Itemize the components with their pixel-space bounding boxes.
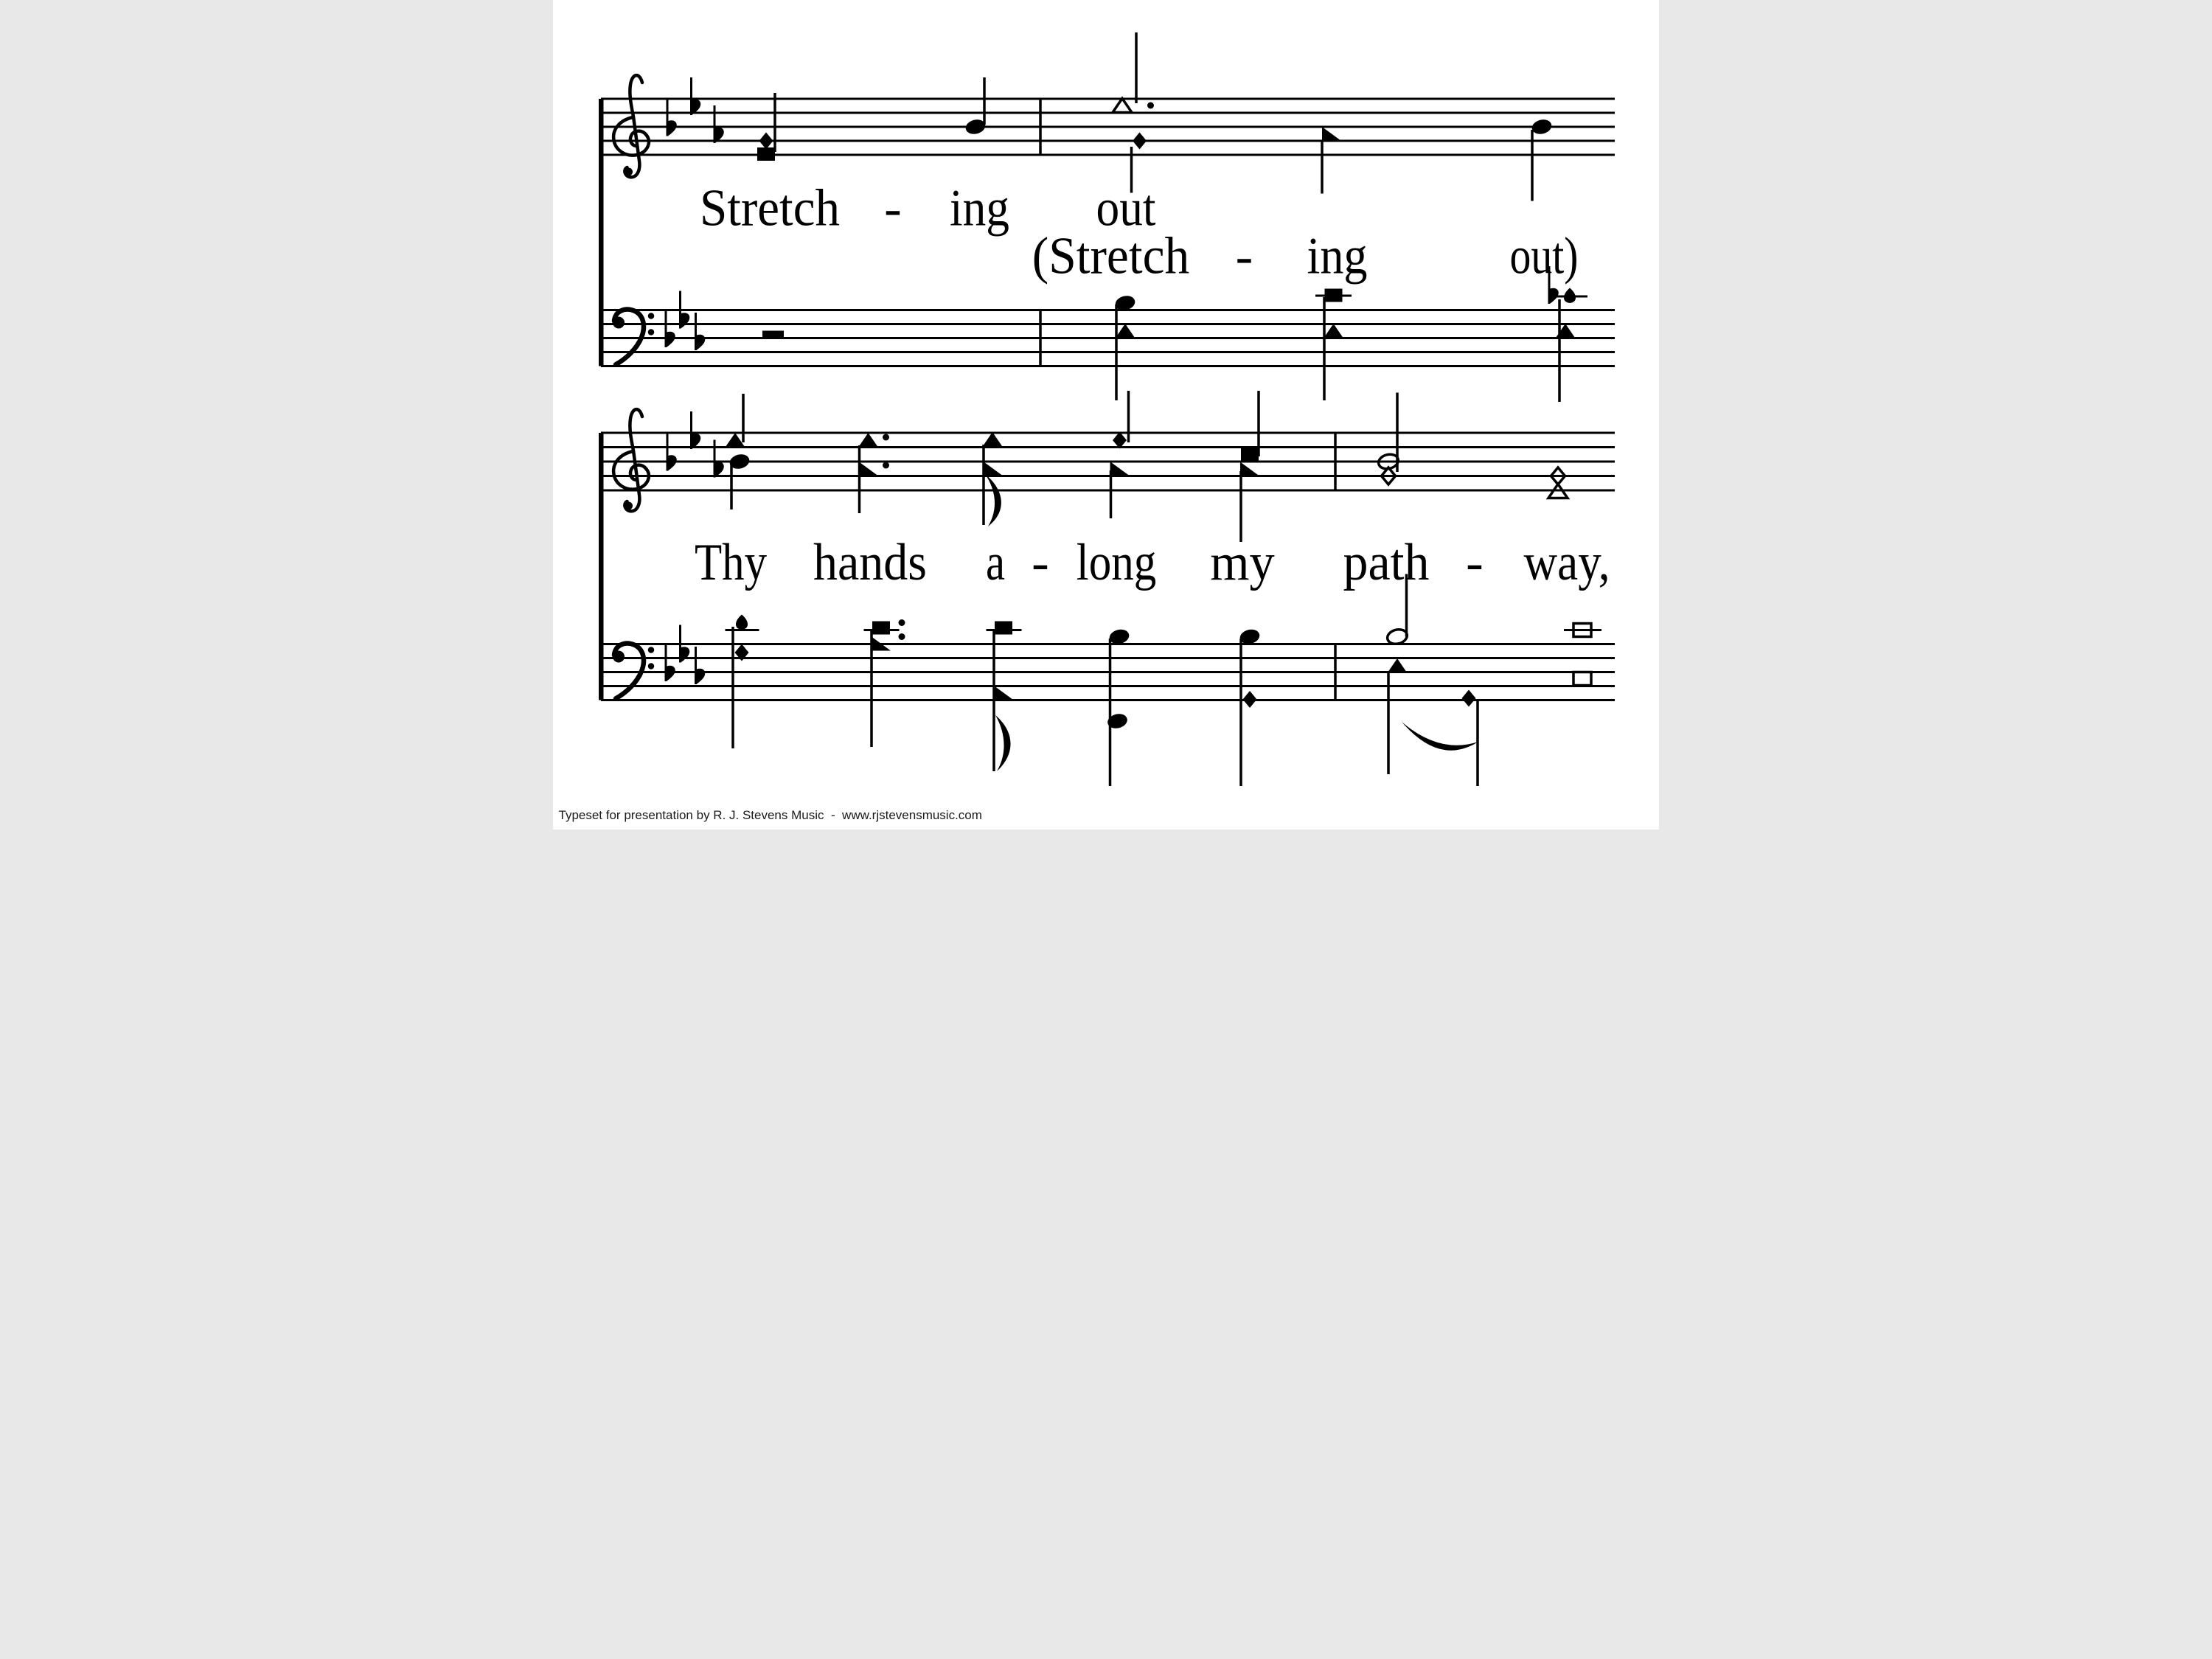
slur	[1402, 722, 1478, 751]
lyric-word: -	[1032, 534, 1049, 591]
key-signature-flat-icon	[667, 455, 677, 470]
notehead-triangle	[726, 433, 745, 447]
notehead-oval	[1531, 118, 1554, 136]
music-notation	[599, 32, 1615, 786]
key-signature-flat-icon	[666, 666, 675, 681]
notehead-fa-triangle	[1322, 127, 1341, 141]
key-signature-flat-icon	[681, 313, 690, 328]
treble-clef-icon	[625, 409, 642, 511]
notehead-square	[872, 622, 890, 635]
bass-clef-icon	[648, 313, 655, 319]
notehead-diamond	[1462, 690, 1476, 707]
notehead-triangle	[859, 433, 878, 447]
treble-clef-icon	[613, 451, 649, 490]
notehead-triangle	[983, 432, 1002, 446]
lyric-word: path	[1343, 534, 1430, 591]
lyric-word: out)	[1509, 227, 1579, 285]
lyric-word: Stretch	[700, 179, 840, 237]
lyric-word: way,	[1523, 534, 1610, 591]
notehead-fa-triangle	[994, 686, 1013, 700]
bass-clef-icon	[648, 329, 655, 335]
lyric-word: long	[1076, 534, 1157, 591]
treble-clef-icon	[613, 117, 649, 156]
notehead-triangle	[1324, 324, 1343, 338]
lyric-word: -	[1466, 534, 1484, 591]
half-rest-icon	[762, 331, 784, 338]
notehead-square	[995, 622, 1012, 635]
lyric-word: Thy	[695, 534, 768, 591]
notehead-diamond	[1243, 691, 1257, 708]
lyric-word: my	[1210, 534, 1276, 591]
augmentation-dot	[1147, 102, 1154, 109]
notehead-triangle	[1116, 324, 1135, 338]
notehead-fa-triangle	[983, 462, 1002, 476]
lyric-word: (Stretch	[1032, 227, 1190, 285]
system-barline	[599, 99, 604, 366]
notehead-teardrop	[736, 615, 748, 630]
key-signature-flat-icon	[696, 335, 706, 350]
notehead-fa-triangle	[1240, 462, 1259, 476]
augmentation-dot	[899, 619, 905, 626]
lyric-word: -	[884, 179, 902, 237]
notehead-square	[1325, 289, 1343, 302]
bass-clef-icon	[648, 663, 655, 669]
lyric-word: a	[986, 534, 1005, 591]
notehead-diamond	[759, 133, 773, 150]
notehead-square	[1241, 448, 1259, 462]
lyric-word: -	[1235, 227, 1253, 285]
notehead-fa-triangle	[859, 462, 878, 476]
augmentation-dot	[899, 633, 905, 640]
footer-credit: Typeset for presentation by R. J. Stevens Music - www.rjstevensmusic.com	[558, 808, 982, 822]
score-canvas	[553, 0, 1659, 830]
eighth-flag	[995, 715, 1011, 771]
lyric-word: ing	[1307, 227, 1368, 285]
treble-clef-icon	[625, 502, 633, 510]
notehead-square	[757, 147, 775, 161]
notehead-square	[1573, 672, 1591, 686]
notehead-teardrop	[1564, 288, 1576, 303]
notehead-triangle	[1113, 99, 1132, 113]
notehead-triangle	[1388, 658, 1407, 672]
treble-clef-icon	[625, 168, 633, 176]
lyric-word: out	[1096, 179, 1156, 237]
key-signature-flat-icon	[666, 332, 675, 347]
bass-clef-icon	[648, 647, 655, 653]
score-page	[553, 0, 1659, 830]
augmentation-dot	[883, 434, 889, 441]
notehead-fa-triangle	[1110, 462, 1130, 476]
eighth-flag	[985, 474, 1001, 526]
lyric-word: hands	[813, 534, 927, 591]
augmentation-dot	[883, 462, 889, 469]
key-signature-flat-icon	[667, 120, 677, 136]
system-barline	[599, 433, 604, 700]
flat-icon	[1549, 288, 1559, 304]
notehead-diamond	[1133, 133, 1147, 150]
lyric-word: ing	[950, 179, 1009, 237]
key-signature-flat-icon	[681, 647, 690, 662]
key-signature-flat-icon	[696, 669, 706, 684]
